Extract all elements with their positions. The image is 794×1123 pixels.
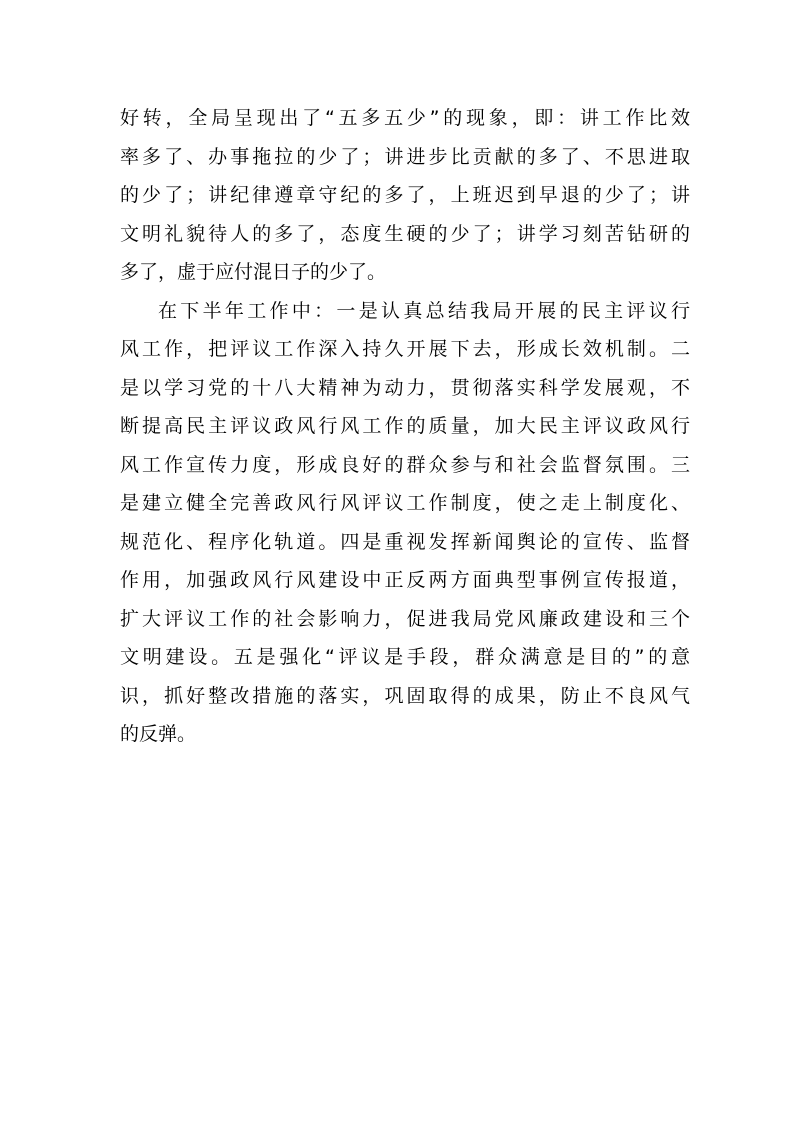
paragraph-line: 是建立健全完善政风行风评议工作制度，使之走上制度化、 bbox=[120, 492, 690, 514]
paragraph-line: 文明礼貌待人的多了，态度生硬的少了；讲学习刻苦钻研的 bbox=[120, 222, 690, 245]
paragraph-line: 文明建设。五是强化“评议是手段，群众满意是目的”的意 bbox=[120, 646, 690, 668]
paragraph-line: 断提高民主评议政风行风工作的质量，加大民主评议政风行 bbox=[120, 415, 690, 437]
paragraph-line: 多了，虚于应付混日子的少了。 bbox=[120, 261, 387, 283]
paragraph-line: 风工作宣传力度，形成良好的群众参与和社会监督氛围。三 bbox=[120, 453, 690, 476]
paragraph-line: 规范化、程序化轨道。四是重视发挥新闻舆论的宣传、监督 bbox=[120, 530, 690, 553]
paragraph-line: 风工作，把评议工作深入持久开展下去，形成长效机制。二 bbox=[120, 338, 690, 360]
paragraph-line: 扩大评议工作的社会影响力，促进我局党风廉政建设和三个 bbox=[120, 607, 690, 630]
paragraph-line: 的反弹。 bbox=[120, 723, 197, 745]
paragraph-line: 在下半年工作中：一是认真总结我局开展的民主评议行 bbox=[158, 299, 690, 322]
body-text bbox=[120, 99, 690, 754]
paragraph-line: 好转，全局呈现出了“五多五少”的现象，即：讲工作比效 bbox=[120, 107, 690, 129]
paragraph-line: 是以学习党的十八大精神为动力，贯彻落实科学发展观，不 bbox=[120, 376, 690, 399]
paragraph-line: 率多了、办事拖拉的少了；讲进步比贡献的多了、不思进取 bbox=[120, 145, 690, 168]
paragraph-line: 识，抓好整改措施的落实，巩固取得的成果，防止不良风气 bbox=[120, 684, 690, 707]
paragraph-line: 的少了；讲纪律遵章守纪的多了，上班迟到早退的少了；讲 bbox=[120, 184, 690, 206]
paragraph-line: 作用，加强政风行风建设中正反两方面典型事例宣传报道， bbox=[120, 569, 690, 591]
